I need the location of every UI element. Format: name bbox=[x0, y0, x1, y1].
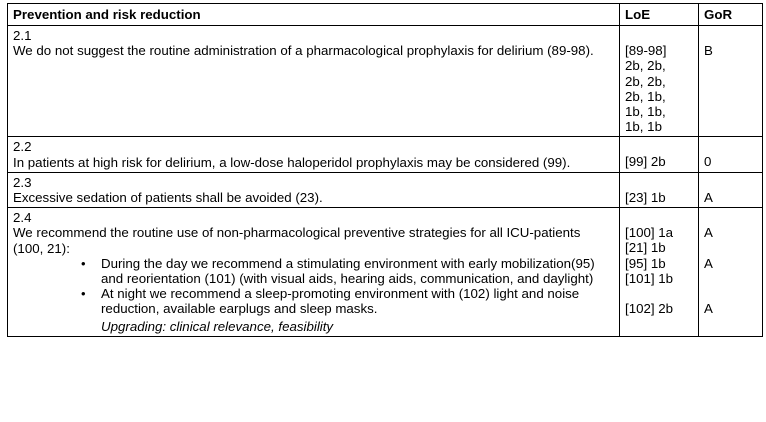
table-row bbox=[8, 208, 763, 337]
recommendation-cell bbox=[8, 172, 620, 207]
recommendation-number: 2.3 bbox=[13, 174, 32, 190]
header-prevention: Prevention and risk reduction bbox=[8, 4, 620, 26]
loe-cell bbox=[620, 137, 699, 172]
table-header-row bbox=[8, 4, 763, 26]
gor-value: 0 bbox=[704, 154, 712, 170]
loe-value: [89-98] 2b, 2b, 2b, 2b, 2b, 1b, 1b, 1b, 1b, 1b bbox=[625, 43, 667, 135]
header-loe: LoE bbox=[620, 4, 699, 26]
recommendation-cell bbox=[8, 137, 620, 172]
gor-line: A bbox=[704, 301, 713, 317]
upgrading-note: Upgrading: clinical relevance, feasibility bbox=[101, 318, 334, 334]
header-gor: GoR bbox=[699, 4, 763, 26]
recommendation-text: In patients at high risk for delirium, a low-dose haloperidol prophylaxis may be considered (99). bbox=[13, 154, 571, 170]
strategy-day: • During the day we recommend a stimulating environment with early mobilization(95) and reorientation (101) (with visual aids, hearing aids, communication, and daylight) bbox=[101, 256, 614, 286]
loe-cell bbox=[620, 26, 699, 137]
recommendation-number: 2.2 bbox=[13, 139, 32, 155]
loe-line: [100] 1a bbox=[625, 225, 674, 241]
recommendation-text: We recommend the routine use of non-pharmacological preventive strategies for all ICU-patients (100, 21): bbox=[13, 225, 581, 256]
loe-line: [21] 1b bbox=[625, 240, 666, 256]
loe-line: [101] 1b bbox=[625, 270, 674, 286]
gor-value: A bbox=[704, 189, 713, 205]
recommendation-number: 2.4 bbox=[13, 210, 32, 226]
gor-cell bbox=[699, 137, 763, 172]
gor-cell bbox=[699, 26, 763, 137]
strategy-night: • At night we recommend a sleep-promoting environment with (102) light and noise reduction, available earplugs and sleep masks. bbox=[101, 286, 614, 316]
table-row bbox=[8, 137, 763, 172]
loe-value: [23] 1b bbox=[625, 189, 666, 205]
loe-cell bbox=[620, 208, 699, 337]
gor-line: A bbox=[704, 255, 713, 271]
gor-cell bbox=[699, 172, 763, 207]
gor-line: A bbox=[704, 225, 713, 241]
table-row bbox=[8, 172, 763, 207]
table-row bbox=[8, 26, 763, 137]
loe-line: [95] 1b bbox=[625, 255, 666, 271]
loe-cell bbox=[620, 172, 699, 207]
recommendation-cell bbox=[8, 26, 620, 137]
loe-line: [102] 2b bbox=[625, 301, 674, 317]
gor-cell bbox=[699, 208, 763, 337]
recommendation-text: Excessive sedation of patients shall be avoided (23). bbox=[13, 190, 323, 206]
recommendations-table bbox=[7, 3, 763, 337]
recommendation-number: 2.1 bbox=[13, 28, 32, 44]
loe-value: [99] 2b bbox=[625, 154, 666, 170]
recommendation-cell bbox=[8, 208, 620, 337]
recommendation-text: We do not suggest the routine administration of a pharmacological prophylaxis for delirium (89-98). bbox=[13, 43, 594, 59]
strategy-list bbox=[13, 256, 614, 317]
gor-value: B bbox=[704, 43, 713, 59]
